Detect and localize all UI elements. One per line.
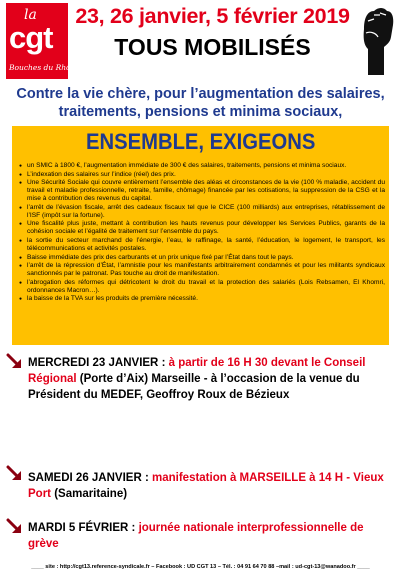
event-details: (Porte d’Aix) Marseille - à l’occasion de la venue du Président du MEDEF, Geoffroy Roux de Bézieux <box>28 373 360 401</box>
demand-item: ● L’indexation des salaires sur l’indice (réel) des prix. <box>18 171 385 179</box>
event-separator: : <box>158 357 169 369</box>
header-dates: 23, 26 janvier, 5 février 2019 <box>75 4 350 28</box>
demand-item: ● la baisse de la TVA sur les produits de première nécessité. <box>18 295 385 303</box>
arrow-right-down-icon <box>6 518 24 536</box>
logo-subtitle: Bouches du Rhône <box>9 63 80 72</box>
panel-title-text: ENSEMBLE, EXIGEONS <box>85 129 316 154</box>
demand-item: ● un SMIC à 1800 €, l’augmentation immédiate de 300 € des salaires, traitements, pensions et minima sociaux. <box>18 162 385 170</box>
footer-contact: ____ site : http://cgt13.reference-syndicale.fr – Facebook : UD CGT 13 – Tél. : 04 91 64 70 88 –mail : ud-cgt-13@wanadoo.fr ____ <box>31 564 370 570</box>
event-details: (Samaritaine) <box>51 488 128 500</box>
demand-item: ● l’arrêt de la répression d’État, l’amnistie pour les manifestants arbitrairement condamnés et pour les militants syndicaux sanctionnés par le patronat. Pas touche au droit de manifestation. <box>18 262 385 278</box>
subheadline-line1: Contre la vie chère, pour l’augmentation des salaires, <box>16 86 385 102</box>
demand-item: ● Une fiscalité plus juste, mettant à contribution les hauts revenus pour développer les Services Publics, garants de la cohésion sociale et l’égalité de traitement sur l’ensemble du pays. <box>18 220 385 236</box>
demand-item: ● Une Sécurité Sociale qui couvre entièrement l’ensemble des aléas et circonstances de la vie (100 % maladie, accident du travail et maladie professionnelle, retraite, famille, chômage) financée par les cotisations, la suppression de la CSG et la mise à contribution des revenus du capital. <box>18 179 385 203</box>
arrow-right-down-icon <box>6 465 24 483</box>
header-mobilise: TOUS MOBILISÉS <box>114 34 311 60</box>
event-highlight: manifestation à MARSEILLE à 14 H - Vieux Port <box>28 472 384 500</box>
subheadline-line2: traitements, pensions et minima sociaux, <box>58 104 343 120</box>
demands-panel <box>12 126 389 345</box>
demand-item: ● Baisse immédiate des prix des carburants et un prix unique fixé par l’État dans tout le pays. <box>18 254 385 262</box>
event-23-january <box>28 355 390 403</box>
event-highlight: à partir de 16 H 30 devant le Conseil Régional <box>28 357 366 385</box>
event-day: MERCREDI 23 JANVIER <box>28 357 159 369</box>
event-day: MARDI 5 FÉVRIER <box>28 522 129 534</box>
event-highlight: journée nationale interprofessionnelle de grève <box>28 522 364 550</box>
event-separator: : <box>141 472 152 484</box>
arrow-right-down-icon <box>6 353 24 371</box>
demand-item: ● l’arrêt de l’évasion fiscale, arrêt des cadeaux fiscaux tel que le CICE (100 milliards) aux entreprises, rétablissement de l’ISF (impôt sur la fortune). <box>18 204 385 220</box>
event-26-january <box>28 470 390 502</box>
logo-la-text: la <box>24 7 37 23</box>
panel-title <box>12 129 389 155</box>
event-day: SAMEDI 26 JANVIER <box>28 472 142 484</box>
event-separator: : <box>128 522 139 534</box>
cgt-logo <box>6 3 80 79</box>
raised-fist-icon <box>354 3 396 77</box>
event-5-february <box>28 520 390 552</box>
subheadline <box>8 85 393 121</box>
demand-item: ● l’abrogation des réformes qui détricotent le droit du travail et la protection des salariés (Lois Rebsamen, El Khomri, ordonnances Macron…). <box>18 279 385 295</box>
logo-cgt-text: cgt <box>9 20 53 55</box>
demand-item: ● la sortie du secteur marchand de l’énergie, l’eau, le raffinage, la santé, l’éducation, le logement, le transport, les télécommunications et activités postales. <box>18 237 385 253</box>
demands-list <box>18 162 385 304</box>
